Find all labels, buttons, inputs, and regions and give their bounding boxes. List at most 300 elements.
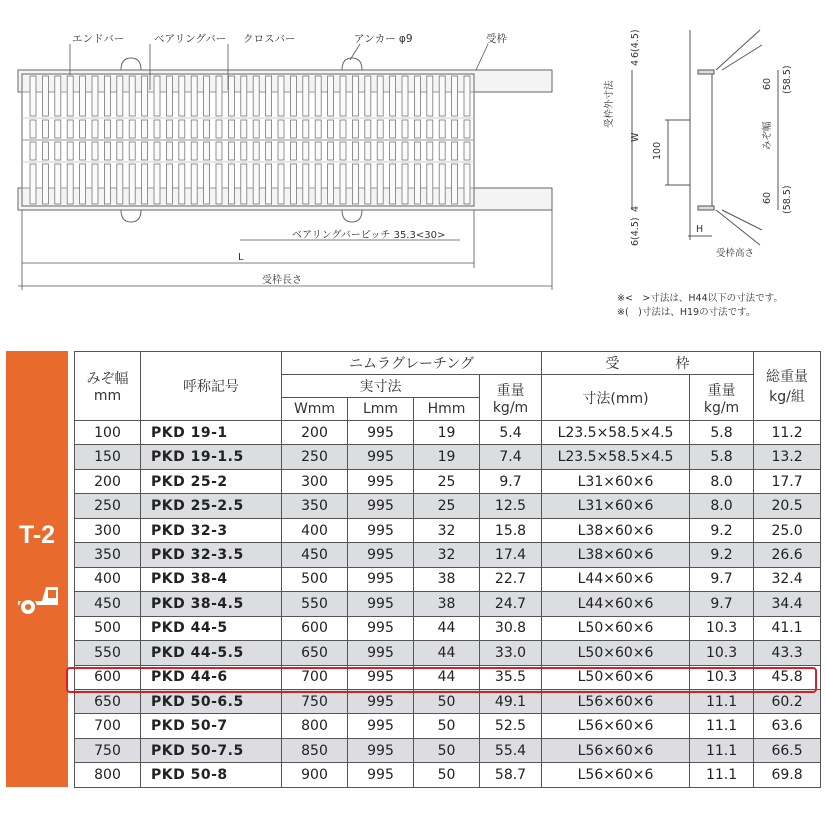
cell-w: 250	[282, 445, 348, 469]
cell-h: 50	[414, 738, 480, 762]
bearing-bar	[67, 164, 73, 204]
bearing-bar	[303, 142, 309, 160]
cell-total: 26.6	[754, 543, 821, 567]
cell-l: 995	[348, 689, 414, 713]
label-cross-bar: クロスバー	[243, 33, 296, 45]
bearing-bar	[303, 164, 309, 204]
bearing-bar	[30, 142, 36, 160]
bearing-bar	[241, 120, 247, 138]
label-gutter-width: みぞ幅	[762, 121, 773, 150]
bearing-bar	[142, 142, 148, 160]
bearing-bar	[439, 142, 445, 160]
label-H: H	[696, 224, 704, 235]
cell-w: 850	[282, 738, 348, 762]
highlight-row-frame	[66, 667, 817, 693]
cell-width: 650	[75, 689, 141, 713]
cell-frame-size: L50×60×6	[542, 641, 690, 665]
bearing-bar	[166, 164, 172, 204]
bearing-bar	[278, 120, 284, 138]
cell-width: 150	[75, 445, 141, 469]
bearing-bar	[216, 164, 222, 204]
cell-width: 600	[75, 665, 141, 689]
bearing-bar	[377, 142, 383, 160]
bearing-bar	[179, 142, 185, 160]
cell-weight: 24.7	[480, 592, 542, 616]
bearing-bar	[278, 76, 284, 116]
header-frame-weight: 重量 kg/m	[690, 375, 754, 421]
label-bearing-bar: ベアリングバー	[154, 33, 227, 45]
bearing-bar	[278, 164, 284, 204]
bearing-bar	[216, 120, 222, 138]
cell-total: 34.4	[754, 592, 821, 616]
label-end-bar: エンドバー	[72, 33, 125, 45]
table-row	[75, 469, 821, 493]
cell-frame-size: L44×60×6	[542, 592, 690, 616]
cell-model: PKD 50-6.5	[141, 689, 282, 713]
bearing-bar	[278, 142, 284, 160]
cell-weight: 52.5	[480, 714, 542, 738]
bearing-bar	[55, 76, 61, 116]
table-row	[75, 421, 821, 445]
cell-total: 45.8	[754, 665, 821, 689]
bearing-bar	[452, 76, 458, 116]
cell-w: 800	[282, 714, 348, 738]
table-row	[75, 518, 821, 542]
cell-frame-size: L31×60×6	[542, 494, 690, 518]
cell-h: 50	[414, 714, 480, 738]
cell-total: 69.8	[754, 763, 821, 788]
bearing-bar	[340, 142, 346, 160]
bearing-bar	[328, 120, 334, 138]
cell-total: 41.1	[754, 616, 821, 640]
bearing-bar	[30, 164, 36, 204]
bearing-bar	[464, 76, 470, 116]
cell-frame-size: L50×60×6	[542, 616, 690, 640]
table-row	[75, 641, 821, 665]
header-actual-size: 実寸法	[282, 375, 480, 398]
bearing-bar	[80, 164, 86, 204]
cell-h: 50	[414, 763, 480, 788]
bearing-bar	[390, 120, 396, 138]
cell-width: 400	[75, 567, 141, 591]
header-h: Hmm	[414, 398, 480, 421]
cell-h: 32	[414, 518, 480, 542]
cell-frame-weight: 9.7	[690, 567, 754, 591]
label-L: L	[238, 252, 244, 263]
bearing-bar	[402, 120, 408, 138]
cell-width: 450	[75, 592, 141, 616]
cell-width: 350	[75, 543, 141, 567]
cell-width: 500	[75, 616, 141, 640]
label-W: W	[630, 132, 641, 142]
label-dim-60a: 60	[762, 77, 773, 90]
cell-frame-weight: 5.8	[690, 421, 754, 445]
table-row	[75, 763, 821, 788]
bearing-bar	[154, 120, 160, 138]
bearing-bar	[216, 76, 222, 116]
cell-model: PKD 19-1	[141, 421, 282, 445]
label-dim-60b: 60	[762, 191, 773, 204]
cell-frame-size: L56×60×6	[542, 763, 690, 788]
cell-frame-size: L38×60×6	[542, 518, 690, 542]
bearing-bar	[129, 142, 135, 160]
cell-l: 995	[348, 445, 414, 469]
bearing-bar	[452, 142, 458, 160]
bearing-bar	[340, 164, 346, 204]
cell-h: 19	[414, 421, 480, 445]
cell-weight: 30.8	[480, 616, 542, 640]
bearing-bar	[315, 76, 321, 116]
cell-w: 750	[282, 689, 348, 713]
cell-l: 995	[348, 469, 414, 493]
cell-width: 550	[75, 641, 141, 665]
cell-model: PKD 44-5	[141, 616, 282, 640]
bearing-bar	[328, 164, 334, 204]
table-row	[75, 567, 821, 591]
bearing-bar	[253, 76, 259, 116]
cell-l: 995	[348, 421, 414, 445]
bearing-bar	[129, 76, 135, 116]
cell-frame-weight: 8.0	[690, 494, 754, 518]
cell-weight: 49.1	[480, 689, 542, 713]
bearing-bar	[414, 142, 420, 160]
bearing-bar	[30, 120, 36, 138]
bearing-bar	[365, 164, 371, 204]
bearing-bar	[129, 164, 135, 204]
cell-model: PKD 19-1.5	[141, 445, 282, 469]
table-row	[75, 738, 821, 762]
bearing-bar	[414, 76, 420, 116]
bearing-bar	[129, 120, 135, 138]
label-dim-6-top: 6(4.5)	[630, 29, 641, 58]
bearing-bar	[104, 120, 110, 138]
cell-width: 250	[75, 494, 141, 518]
cell-l: 995	[348, 494, 414, 518]
cell-w: 650	[282, 641, 348, 665]
cell-h: 44	[414, 665, 480, 689]
load-class-label: T-2	[18, 521, 56, 549]
anchor-bottom-right	[342, 210, 362, 222]
anchor-top-right	[342, 58, 362, 70]
cell-w: 450	[282, 543, 348, 567]
cell-frame-weight: 9.2	[690, 543, 754, 567]
bearing-bar	[390, 142, 396, 160]
bearing-bar	[55, 164, 61, 204]
cell-width: 100	[75, 421, 141, 445]
bearing-bar	[166, 142, 172, 160]
bearing-bar	[179, 120, 185, 138]
cell-frame-weight: 8.0	[690, 469, 754, 493]
bearing-bar	[365, 142, 371, 160]
bearing-bar	[117, 76, 123, 116]
cell-h: 38	[414, 567, 480, 591]
bearing-bar	[266, 164, 272, 204]
cell-model: PKD 50-7.5	[141, 738, 282, 762]
bearing-bar	[204, 142, 210, 160]
cell-frame-size: L56×60×6	[542, 738, 690, 762]
cell-width: 800	[75, 763, 141, 788]
cell-weight: 58.7	[480, 763, 542, 788]
table-row	[75, 616, 821, 640]
anchor-bottom-left	[121, 210, 141, 222]
spec-table	[74, 351, 821, 788]
cell-weight: 15.8	[480, 518, 542, 542]
cell-model: PKD 50-8	[141, 763, 282, 788]
table-row	[75, 494, 821, 518]
bearing-bar	[80, 142, 86, 160]
cell-total: 25.0	[754, 518, 821, 542]
bearing-bar	[290, 142, 296, 160]
cell-frame-weight: 5.8	[690, 445, 754, 469]
cell-w: 400	[282, 518, 348, 542]
bearing-bar	[166, 120, 172, 138]
cell-frame-weight: 9.7	[690, 592, 754, 616]
truck-icon	[14, 573, 62, 621]
bearing-bar	[340, 76, 346, 116]
bearing-bar	[439, 164, 445, 204]
bearing-bar	[67, 120, 73, 138]
label-dim-58-5b: (58.5)	[782, 185, 793, 214]
technical-drawing	[0, 0, 826, 340]
label-dim-4-bottom: 4	[630, 205, 641, 212]
cell-weight: 9.7	[480, 469, 542, 493]
spec-table-body	[75, 421, 821, 788]
bearing-bar	[67, 76, 73, 116]
bearing-bar	[30, 76, 36, 116]
bearing-bar	[266, 142, 272, 160]
drawing-notes	[617, 292, 783, 320]
cell-total: 32.4	[754, 567, 821, 591]
bearing-bar	[303, 120, 309, 138]
bearing-bar	[228, 120, 234, 138]
cell-frame-size: L23.5×58.5×4.5	[542, 445, 690, 469]
cell-l: 995	[348, 665, 414, 689]
bearing-bar	[390, 76, 396, 116]
bearing-bar	[216, 142, 222, 160]
bearing-bar	[241, 142, 247, 160]
cell-model: PKD 32-3.5	[141, 543, 282, 567]
cell-h: 44	[414, 616, 480, 640]
label-dim-58-5a: (58.5)	[782, 65, 793, 94]
cell-w: 550	[282, 592, 348, 616]
bearing-bar	[166, 76, 172, 116]
bearing-bar	[352, 120, 358, 138]
label-frame-outer: 受枠外寸法	[604, 80, 615, 128]
bearing-bar	[80, 120, 86, 138]
cell-l: 995	[348, 738, 414, 762]
section-view	[632, 30, 778, 245]
cell-l: 995	[348, 567, 414, 591]
cell-frame-size: L23.5×58.5×4.5	[542, 421, 690, 445]
bearing-bar	[67, 142, 73, 160]
cell-l: 995	[348, 763, 414, 788]
header-weight: 重量 kg/m	[480, 375, 542, 421]
bearing-bar	[402, 76, 408, 116]
cell-total: 20.5	[754, 494, 821, 518]
cell-total: 17.7	[754, 469, 821, 493]
bearing-bar	[117, 164, 123, 204]
header-frame-size: 寸法(mm)	[542, 375, 690, 421]
bearing-bar	[427, 76, 433, 116]
cell-frame-size: L56×60×6	[542, 689, 690, 713]
cell-model: PKD 32-3	[141, 518, 282, 542]
bearing-bar	[452, 164, 458, 204]
label-dim-4-top: 4	[630, 59, 641, 66]
cell-width: 700	[75, 714, 141, 738]
bearing-bar	[104, 142, 110, 160]
bearing-bar	[290, 120, 296, 138]
cell-frame-size: L44×60×6	[542, 567, 690, 591]
header-l: Lmm	[348, 398, 414, 421]
bearing-bar	[290, 76, 296, 116]
bearing-bar	[92, 142, 98, 160]
note-line: ※< >寸法は、H44以下の寸法です。	[617, 293, 783, 304]
bearing-bar	[154, 76, 160, 116]
bearing-bar	[253, 164, 259, 204]
bearing-bar	[179, 76, 185, 116]
bearing-bar	[464, 142, 470, 160]
cell-h: 44	[414, 641, 480, 665]
cell-total: 13.2	[754, 445, 821, 469]
bearing-bar	[414, 164, 420, 204]
cell-h: 19	[414, 445, 480, 469]
bearing-bar	[104, 164, 110, 204]
cell-model: PKD 44-6	[141, 665, 282, 689]
bearing-bar	[142, 164, 148, 204]
bearing-bar	[241, 164, 247, 204]
cell-w: 200	[282, 421, 348, 445]
cell-weight: 5.4	[480, 421, 542, 445]
cell-w: 700	[282, 665, 348, 689]
bearing-bar	[80, 76, 86, 116]
cell-model: PKD 25-2.5	[141, 494, 282, 518]
cell-frame-weight: 10.3	[690, 641, 754, 665]
cell-h: 38	[414, 592, 480, 616]
cell-weight: 17.4	[480, 543, 542, 567]
bearing-bar	[117, 120, 123, 138]
cell-w: 500	[282, 567, 348, 591]
bearing-bar	[154, 164, 160, 204]
bearing-bar	[179, 164, 185, 204]
table-row	[75, 689, 821, 713]
bearing-bar	[253, 120, 259, 138]
bearing-bar	[228, 164, 234, 204]
cell-frame-size: L56×60×6	[542, 714, 690, 738]
bearing-bar	[377, 76, 383, 116]
note-line: ※( )寸法は、H19の寸法です。	[617, 307, 756, 318]
bearing-bar	[452, 120, 458, 138]
cell-weight: 35.5	[480, 665, 542, 689]
bearing-bar	[142, 120, 148, 138]
cell-w: 300	[282, 469, 348, 493]
header-total-weight: 総重量 kg/組	[754, 352, 821, 421]
bearing-bar	[352, 164, 358, 204]
bearing-bar	[241, 76, 247, 116]
cell-h: 25	[414, 494, 480, 518]
cell-model: PKD 25-2	[141, 469, 282, 493]
cell-width: 200	[75, 469, 141, 493]
cell-l: 995	[348, 518, 414, 542]
header-grating: ニムラグレーチング	[282, 352, 542, 375]
bearing-bar	[352, 76, 358, 116]
bearing-bar	[154, 142, 160, 160]
bearing-bar	[117, 142, 123, 160]
bearing-bar	[315, 142, 321, 160]
bearing-bar	[427, 164, 433, 204]
bearing-bar	[315, 120, 321, 138]
bearing-bar	[377, 164, 383, 204]
table-row	[75, 543, 821, 567]
bearing-bar	[464, 164, 470, 204]
cell-width: 300	[75, 518, 141, 542]
label-anchor: アンカー φ9	[354, 33, 413, 45]
bearing-bar	[191, 164, 197, 204]
bearing-bar	[414, 120, 420, 138]
bearing-bar	[55, 142, 61, 160]
bearing-bar	[266, 120, 272, 138]
cell-w: 350	[282, 494, 348, 518]
cell-weight: 33.0	[480, 641, 542, 665]
bearing-bar	[42, 164, 48, 204]
cell-frame-size: L31×60×6	[542, 469, 690, 493]
label-frame-length: 受枠長さ	[262, 275, 302, 286]
bearing-bar	[439, 76, 445, 116]
bearing-bar	[228, 76, 234, 116]
cell-frame-weight: 9.2	[690, 518, 754, 542]
bearing-bar	[42, 76, 48, 116]
cell-l: 995	[348, 616, 414, 640]
header-gutter-width: みぞ幅 mm	[75, 352, 141, 421]
cell-l: 995	[348, 543, 414, 567]
table-row	[75, 714, 821, 738]
label-dim-6-bottom: 6(4.5)	[630, 217, 641, 246]
cell-l: 995	[348, 592, 414, 616]
cell-w: 900	[282, 763, 348, 788]
cell-frame-weight: 11.1	[690, 689, 754, 713]
cell-weight: 22.7	[480, 567, 542, 591]
bearing-bar	[92, 120, 98, 138]
cell-weight: 12.5	[480, 494, 542, 518]
bearing-bar	[266, 76, 272, 116]
bearing-bar	[427, 142, 433, 160]
cell-frame-weight: 10.3	[690, 616, 754, 640]
cell-frame-weight: 10.3	[690, 665, 754, 689]
cell-l: 995	[348, 714, 414, 738]
cell-total: 11.2	[754, 421, 821, 445]
bearing-bar	[340, 120, 346, 138]
cell-w: 600	[282, 616, 348, 640]
cell-weight: 7.4	[480, 445, 542, 469]
label-dim-100: 100	[652, 141, 663, 160]
bearing-bar	[303, 76, 309, 116]
cell-model: PKD 38-4	[141, 567, 282, 591]
bearing-bar	[427, 120, 433, 138]
bearing-bar	[55, 120, 61, 138]
bearing-bar	[228, 142, 234, 160]
cell-model: PKD 44-5.5	[141, 641, 282, 665]
bearing-bar	[315, 164, 321, 204]
cell-total: 63.6	[754, 714, 821, 738]
bearing-bar	[290, 164, 296, 204]
bearing-bar	[92, 76, 98, 116]
bearing-bar	[365, 76, 371, 116]
bearing-bar	[390, 164, 396, 204]
cell-frame-size: L50×60×6	[542, 665, 690, 689]
cell-h: 32	[414, 543, 480, 567]
bearing-bar	[377, 120, 383, 138]
cell-h: 25	[414, 469, 480, 493]
table-row	[75, 445, 821, 469]
